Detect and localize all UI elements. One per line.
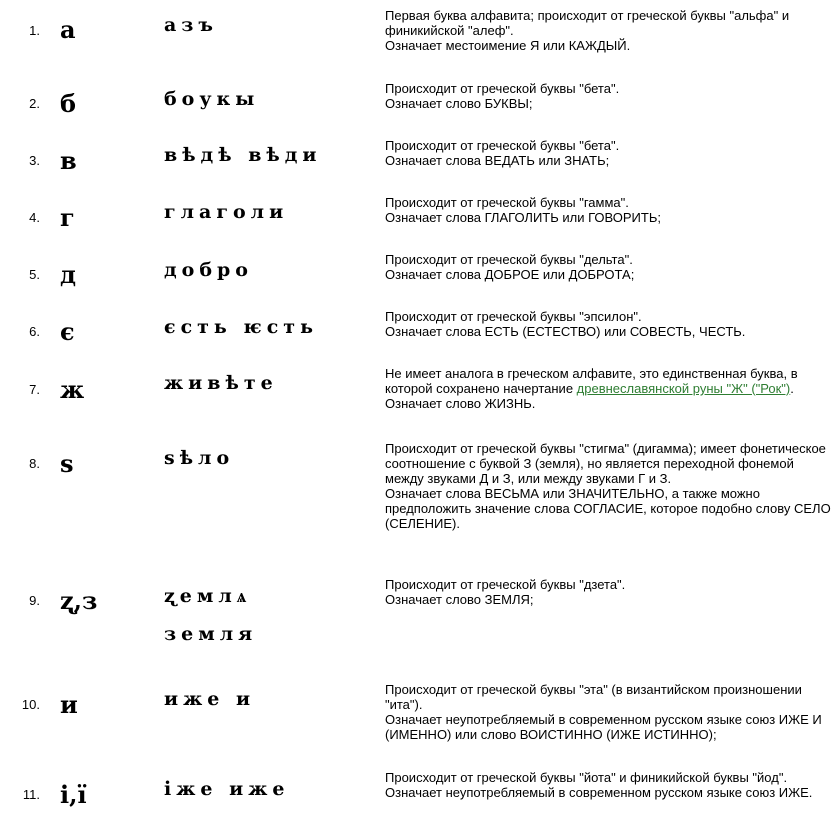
description-line: Происходит от греческой буквы "стигма" (дигамма); имеет фонетическое соотношение с буквой З (земля), но является переходной фонемой между звуками Д и З, или между звуками Г и З. (385, 441, 826, 486)
letter-name: єсть ѥсть (164, 316, 318, 338)
letter-description (385, 309, 833, 339)
letter-name: ʐемлѧ (164, 585, 252, 607)
letter-description (385, 252, 833, 282)
description-line: Происходит от греческой буквы "йота" и финикийской буквы "йод". (385, 770, 788, 785)
letter-glyph: ж (60, 375, 85, 404)
description-line: Означает местоимение Я или КАЖДЫЙ. (385, 38, 631, 53)
description-line: Означает слово ЖИЗНЬ. (385, 396, 536, 411)
letter-name: іже иже (164, 778, 290, 800)
letter-glyph: ʐ,з (60, 586, 98, 615)
description-line: Происходит от греческой буквы "дзета". (385, 577, 626, 592)
row-number: 5. (29, 267, 40, 282)
letter-glyph: є (60, 317, 75, 346)
letter-description (385, 81, 833, 111)
letter-glyph: б (60, 89, 77, 118)
description-line: Означает неупотребляемый в современном русском языке союз ИЖЕ И (ИМЕННО) или слово ВОИСТИННО (ИЖЕ ИСТИННО); (385, 712, 822, 742)
letter-name-variant: земля (164, 623, 258, 645)
description-line: Происходит от греческой буквы "гамма". (385, 195, 629, 210)
row-number: 2. (29, 96, 40, 111)
description-text: Не имеет аналога в греческом алфавите, это единственная буква, в которой сохранено начертание (385, 366, 798, 396)
row-number: 6. (29, 324, 40, 339)
description-line: Означает слова ВЕСЬМА или ЗНАЧИТЕЛЬНО, а также можно предположить значение слова СОГЛАСИЕ, которое подобно слову СЕЛО (СЕЛЕНИЕ). (385, 486, 831, 531)
letter-glyph: г (60, 203, 75, 232)
description-text: . (790, 381, 794, 396)
letter-name: добро (164, 259, 253, 281)
description-line (385, 366, 833, 396)
row-number: 11. (22, 787, 40, 802)
letter-glyph: и (60, 690, 78, 719)
letter-name: иже и (164, 688, 256, 710)
description-line: Означает слова ДОБРОЕ или ДОБРОТА; (385, 267, 635, 282)
description-line: Происходит от греческой буквы "бета". (385, 138, 620, 153)
description-line: Первая буква алфавита; происходит от греческой буквы "альфа" и финикийской "алеф". (385, 8, 790, 38)
letter-name: вѣдѣ вѣди (164, 144, 322, 166)
letter-glyph: а (60, 15, 76, 44)
letter-description (385, 770, 833, 800)
letter-glyph: і,ї (60, 780, 87, 809)
description-line: Происходит от греческой буквы "эпсилон". (385, 309, 642, 324)
letter-name: боукы (164, 88, 260, 110)
row-number: 4. (29, 210, 40, 225)
letter-description (385, 441, 833, 531)
letter-description (385, 138, 833, 168)
letter-description (385, 8, 833, 53)
row-number: 8. (29, 456, 40, 471)
row-number: 9. (29, 593, 40, 608)
row-number: 7. (29, 382, 40, 397)
description-line: Происходит от греческой буквы "эта" (в византийском произношении "ита"). (385, 682, 802, 712)
row-number: 1. (29, 23, 40, 38)
letter-name: глаголи (164, 201, 289, 223)
row-number: 3. (29, 153, 40, 168)
description-line: Означает слова ГЛАГОЛИТЬ или ГОВОРИТЬ; (385, 210, 661, 225)
description-line: Означает слова ЕСТЬ (ЕСТЕСТВО) или СОВЕСТЬ, ЧЕСТЬ. (385, 324, 746, 339)
description-line: Означает неупотребляемый в современном русском языке союз ИЖЕ. (385, 785, 813, 800)
letter-glyph: ѕ (60, 449, 74, 478)
description-line: Происходит от греческой буквы "бета". (385, 81, 620, 96)
row-number: 10. (21, 697, 40, 712)
letter-description (385, 577, 833, 607)
letter-name: живѣте (164, 372, 278, 394)
description-line: Означает слово БУКВЫ; (385, 96, 533, 111)
letter-description (385, 366, 833, 411)
description-line: Происходит от греческой буквы "дельта". (385, 252, 633, 267)
letter-description (385, 195, 833, 225)
description-line: Означает слово ЗЕМЛЯ; (385, 592, 534, 607)
letter-name: ѕѣло (164, 447, 235, 469)
letter-glyph: д (60, 260, 76, 289)
letter-name: азъ (164, 14, 219, 36)
description-line: Означает слова ВЕДАТЬ или ЗНАТЬ; (385, 153, 610, 168)
letter-description (385, 682, 833, 742)
letter-glyph: в (60, 146, 77, 175)
rune-link[interactable]: древнеславянской руны "Ж" ("Рок") (576, 381, 791, 396)
